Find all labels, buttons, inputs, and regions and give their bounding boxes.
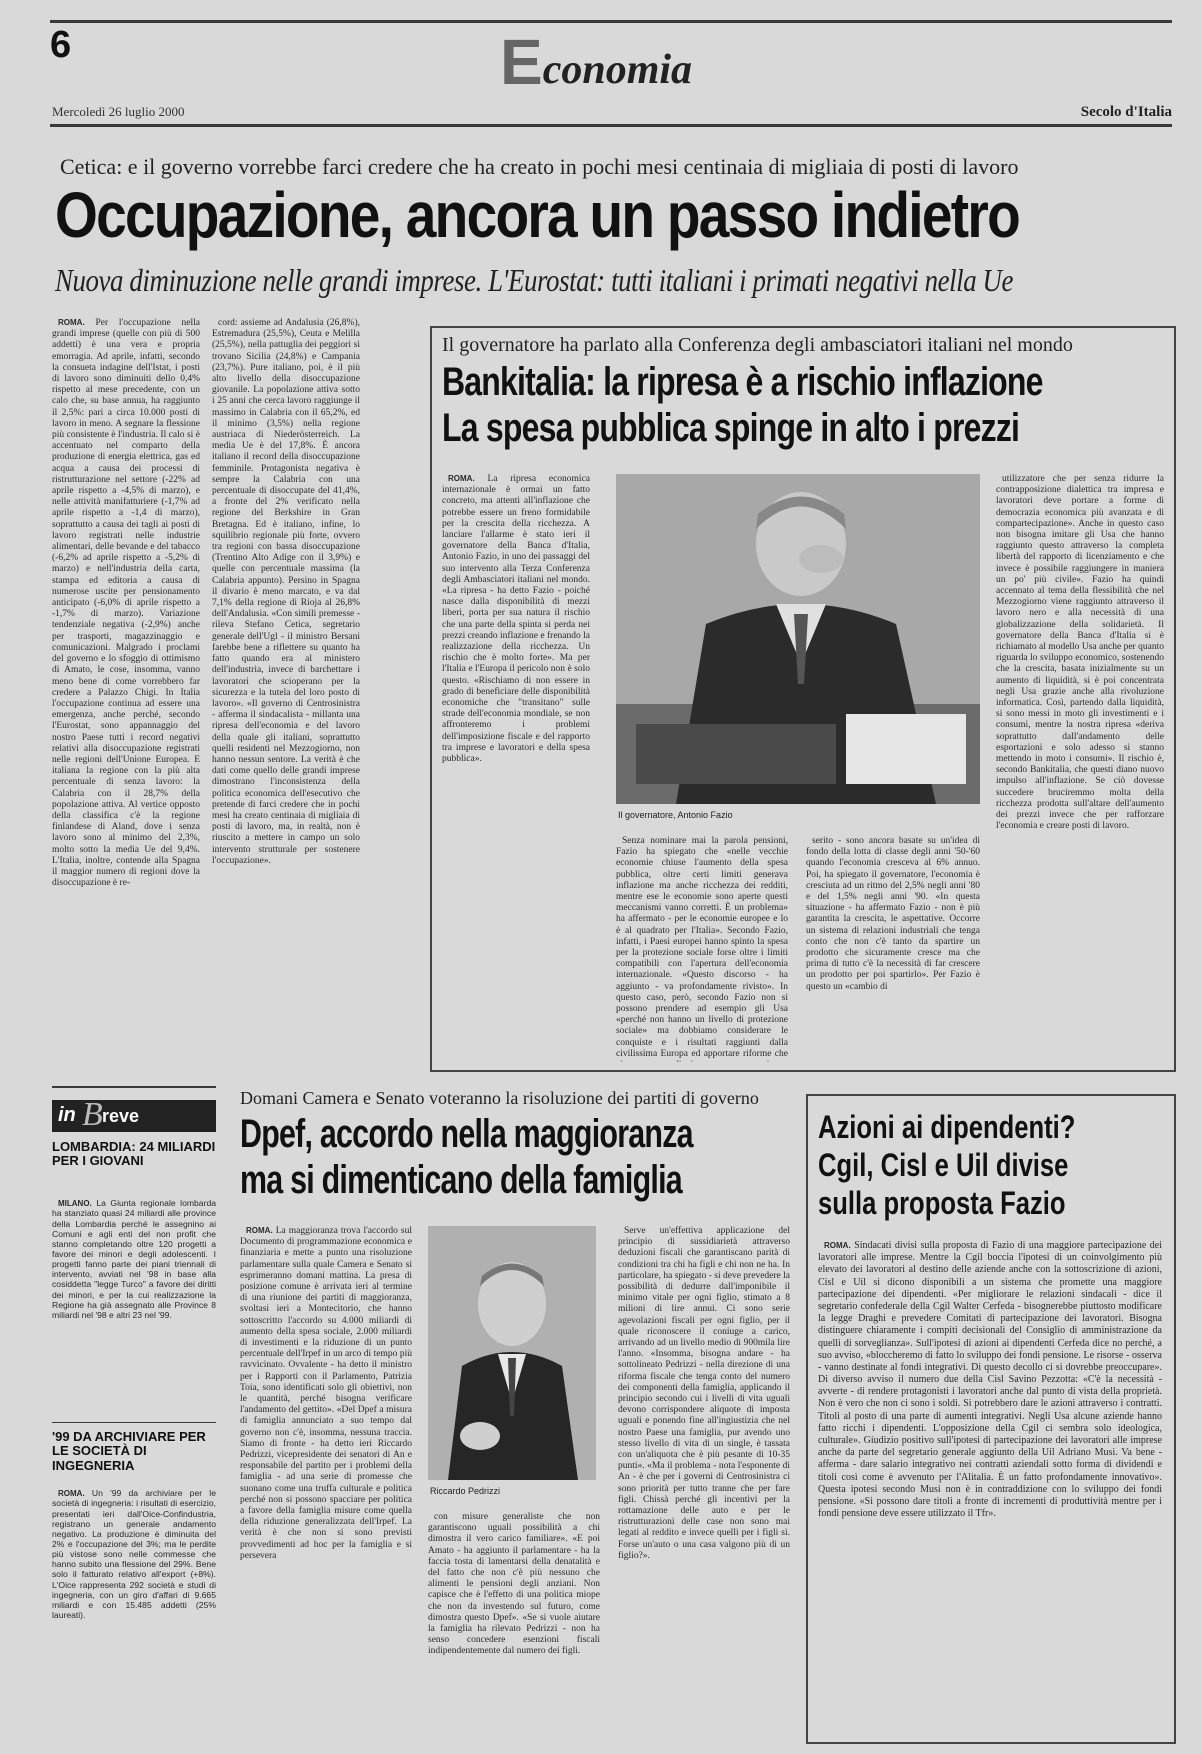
header-rule: [50, 124, 1172, 127]
azioni-headline-3: sulla proposta Fazio: [818, 1185, 1066, 1221]
bankitalia-col-left: [442, 474, 590, 1062]
dpef-headline-1: Dpef, accordo nella maggioranza: [240, 1112, 693, 1156]
dpef-headline-2: ma si dimenticano della famiglia: [240, 1158, 682, 1202]
issue-date: Mercoledì 26 luglio 2000: [52, 104, 185, 119]
breve-divider: [52, 1422, 216, 1423]
dpef-kicker: Domani Camera e Senato voteranno la risoluzione dei partiti di governo: [240, 1088, 759, 1108]
pedrizzi-photo-caption: Riccardo Pedrizzi: [430, 1486, 501, 1496]
section-title-initial: E: [500, 26, 543, 98]
bankitalia-headline-1: Bankitalia: la ripresa è a rischio inflazione: [442, 360, 1043, 404]
main-article-col-1-text: Per l'occupazione nella grandi imprese (quelle con più di 500 addetti) è una vera e propria emorragia. Ad aprile, infatti, secondo la consueta indagine dell'Istat, i posti di lavoro sono diminuiti dello 0,4% rispetto al mese precedente, con un calo che, su base annua, ha raggiunto il 2,5%: pari a circa 10.000 posti di lavoro in meno. A segnare la flessione più consistente è l'industria. Il calo si è accentuato nel comparto della produzione di energia elettrica, gas ed acqua a causa dei processi di ristrutturazione nel settore (-22% ad aprile rispetto a -4,5% di marzo), e nelle attività manifatturiere (-1,7% ad aprile rispetto a -1,4 di marzo), soprattutto a causa dei tagli ai posti di lavoro registrati nelle industrie alimentari, delle bevande e del tabacco (-6,2% ad aprile rispetto a -5,2% di marzo) e nell'industria della carta, stampa ed editoria a causa di numerose uscite per pensionamento anticipato (-6,0% di aprile rispetto a -1,7% di marzo). Variazione tendenziale negativa (-2,9%) anche per trasporti, magazzinaggio e comunicazioni. Malgrado i proclami del governo e lo sfoggio di ottimismo di Amato, le cose, insomma, vanno meno bene di come vorrebbero far credere a Palazzo Chigi. In Italia l'occupazione continua ad essere una emergenza, anche perché, secondo l'Eurostat, sono appannaggio del nostro Paese tutti i record negativi relativi alla disoccupazione registrati nelle regioni dell'Unione Europea. E italiana la regione con la più alta percentuale di senza lavoro: la Calabria con il 28,7% della popolazione attiva. Al vertice opposto della classifica c'è la regione finlandese di Aland, dove i senza lavoro sono al minimo del 2,3%, molto sotto la media Ue del 9,4%. L'Italia, inoltre, contende alla Spagna il maggior numero di regioni dove la disoccupazione è re-: [52, 318, 200, 889]
pedrizzi-photo-image: [428, 1226, 596, 1480]
fazio-photo-image: [616, 474, 980, 804]
dateline: ROMA.: [58, 1489, 85, 1498]
dpef-col-left-text: La maggioranza trova l'accordo sul Documento di programmazione economica e finanziaria e mette a punto una risoluzione parlamentare sulla quale Camera e Senato si esprimeranno domani mattina. La presa di posizione comune è arrivata ieri al termine di una riunione dei partiti di maggioranza, svoltasi ieri a Montecitorio, che hanno sottoscritto l'accordo su 4.000 miliardi di aumento della spesa sociale, 2.000 miliardi di investimenti e la riduzione di un punto percentuale dell'Irpef in un arco di tempo più ravvicinato. Ovvalente - ha detto il ministro per i Rapporti con il Parlamento, Patrizia Toia, sono identificati solo gli obiettivi, non le quantità, perché bisogna verificare l'andamento del gettito». «Del Dpef a misura di famiglia annunciato a suo tempo dal governo non c'è, insomma, nessuna traccia. Siamo di fronte - ha detto ieri Riccardo Pedrizzi, vicepresidente dei senatori di An e responsabile del partito per i problemi della famiglia - ad una serie di promesse che suonano come una truffa culturale e politica perché non si possono spacciare per politica a favore della famiglia misure come quella della riduzione generalizzata dell'Irpef. La verità è che non si sono previsti provvedimenti ad hoc per la famiglia e si persevera: [240, 1226, 412, 1561]
dpef-col-left: [240, 1226, 412, 1730]
azioni-body: [818, 1240, 1162, 1732]
bankitalia-col-mid2: [806, 836, 980, 1062]
masthead-name: Secolo d'Italia: [1080, 104, 1172, 120]
bankitalia-col-mid-text: Senza nominare mai la parola pensioni, Fazio ha spiegato che «nelle vecchie economie chiuse l'aumento della spesa pubblica, oltre certi limiti generava inflazione ma anche ricchezza dei redditi, mentre ese le economie sono aperte questi meccanismi vanno corretti. È un problema» ha affermato - per le economie europee e lo è al quadrato per l'Italia». Secondo Fazio, infatti, i Paesi europei hanno spinto la spesa per la protezione sociale forse oltre i limiti compatibili con l'apertura dell'economia internazionale. «Questo discorso - ha aggiunto - va profondamente rivisto». In questo caso, però, secondo Fazio non si possono prendere ad esempio gli Usa «perché non hanno un livello di protezione sociale» ma dobbiamo considerare le conquiste e i risultati raggiunti dalla civilissima Europa ed apportare riforme che: [616, 836, 788, 1059]
azioni-text: Sindacati divisi sulla proposta di Fazio di una maggiore partecipazione dei lavoratori alle imprese. Mentre la Cgil boccia l'ipotesi di un coinvolgimento più elevato dei lavoratori al destino delle aziende anche con la sottoscrizione di azioni, Cisl e Uil si dicono disponibili a un sistema che promette una maggiore partecipazione dei dipendenti. «Per migliorare le relazioni sindacali - dice il segretario confederale della Cgil Walter Cerfeda - bisognerebbe piuttosto modificare la legge Draghi e prevedere Comitati di partecipazione dei lavoratori. Bisogna distinguere chiaramente i compiti decisionali del Consiglio di amministrazione da quelli di sorveglianza». Sull'ipotesi di azioni ai dipendenti Cerfeda dice no perché, a suo avviso, «bloccheremo di fatto lo sviluppo dei fondi pensione. Le risorse - osserva - vanno destinate al fondi integrativi. Di questo decollo ci si dovrebbe preoccupare». Di diverso avviso il numero due della Cisl Savino Pezzotta: «C'è la necessità - avverte - di rendere protagonisti i lavoratori anche dal punto di vista della proprietà. Non è vero che non ci sono i soldi. Si potrebbero dare le azioni attraverso i contratti. Titoli al posto di una parte di aumenti integrativi. Negli Usa alcune aziende hanno fatto ricchi i dipendenti. L'opposizione della Cgil ci sembra solo ideologica, culturale». Giudizio positivo sull'ipotesi di partecipazione dei lavoratori alle imprese anche da parte del segretario generale aggiunto della Uil Adriano Musi. Va bene - afferma - dare salario integrativo nei contratti aziendali sotto forma di dividendi e titoli così come è avvenuto per l'Alitalia. È un fatto profondamente innovativo». Questa ipotesi secondo Musi non è in contraddizione con lo sviluppo dei fondi pensione. «Si possono dare titoli a fronte di incrementi di produttività mentre per i fondi pensione deve essere utilizzato il Tfr».: [818, 1240, 1162, 1520]
section-title-rest: conomia: [542, 47, 693, 93]
bankitalia-col-left-text: La ripresa economica internazionale è ormai un fatto concreto, ma attenti all'inflazione che potrebbe essere un freno formidabile per la crescita della ricchezza. A lanciare l'allarme è stato ieri il governatore della Banca d'Italia, Antonio Fazio, in uno dei passaggi del suo intervento alla Terza Conferenza degli Ambasciatori italiani nel mondo. «La ripresa - ha detto Fazio - poiché nasce dalla disponibilità di mezzi liberi, porta per sua natura il rischio che una parte della spinta si perda nei prezzi creando inflazione e frenando la realizzazione della ricchezza. Un rischio che è molto forte». Ma per l'Italia e l'Europa il pericolo non è solo questo. «Rischiamo di non essere in grado di beneficiare delle disponibilità economiche che "transitano" sulle strade dell'economia mondiale, se non affronteremo i problemi dell'imposizione fiscale e del rapporto tra imprese e lavoratori e della spesa pubblica».: [442, 474, 590, 765]
dateline: ROMA.: [246, 1226, 273, 1235]
azioni-headline-2: Cgil, Cisl e Uil divise: [818, 1147, 1069, 1183]
main-kicker: Cetica: e il governo vorrebbe farci credere che ha creato in pochi mesi centinaia di migliaia di posti di lavoro: [60, 154, 1019, 179]
in-breve-label: [52, 1096, 216, 1133]
bankitalia-col-right: [996, 474, 1164, 1062]
dpef-col-bottom: [428, 1512, 600, 1730]
bankitalia-col-right-text: utilizzatore che per senza ridurre la contrapposizione dialettica tra impresa e lavoratori deve portare a forme di democrazia economica più avanzata e di compartecipazione». Anche in questo caso non bisogna imitare gli Usa che hanno raggiunto questo attraverso la completa libertà del rapporto di licenziamento e che invece è possibile raggiungere in maniera un po' più civile». Fazio ha quindi accennato al tema della flessibilità che nel Mezzogiorno viene raggiunto attraverso il lavoro nero e alla necessità di una globalizzazione della solidarietà. Il governatore della Banca d'Italia si è richiamato al modello Usa anche per quanto riguarda lo sviluppo economico, sostenendo che la crescita, basata inizialmente su un aumento di liquidità, si è poi concentrata negli Usa grazie anche alla rivoluzione informatica. Così, partendo dalla liquidità, si sono messi in moto gli investimenti e i consumi, mentre la nostra ripresa «deriva soprattutto dall'andamento delle esportazioni e solo adesso si stanno mettendo in moto i consumi». Il rischio è, secondo Bankitalia, che questi diano nuovo impulso all'inflazione. Se ciò dovesse succedere bruciremmo molta della ricchezza prodotta sull'altare dell'aumento dei prezzi invece che per rafforzare l'economia e creare posti di lavoro.: [996, 474, 1164, 832]
in-breve-b: B: [82, 1096, 103, 1133]
main-subhead: Nuova diminuzione nelle grandi imprese. L'Eurostat: tutti italiani i primati negativi nella Ue: [55, 262, 1014, 298]
dpef-col-right: [618, 1226, 790, 1730]
dateline: ROMA.: [824, 1241, 851, 1250]
azioni-headline-1: Azioni ai dipendenti?: [818, 1109, 1076, 1145]
in-breve-rule: [52, 1086, 216, 1088]
fazio-photo-caption: Il governatore, Antonio Fazio: [618, 810, 733, 820]
breve-1-body: [52, 1198, 216, 1418]
in-breve-rest: reve: [102, 1106, 140, 1126]
section-title: [500, 26, 693, 98]
top-rule: [50, 20, 1172, 23]
breve-2-body: [52, 1488, 216, 1738]
azioni-headline: [818, 1108, 1170, 1222]
page-number: 6: [50, 24, 72, 66]
dateline: MILANO.: [58, 1199, 92, 1208]
dateline: ROMA.: [448, 474, 475, 483]
bankitalia-kicker: Il governatore ha parlato alla Conferenza degli ambasciatori italiani nel mondo: [442, 334, 1073, 356]
bankitalia-col-mid2-text: serito - sono ancora basate su un'idea di fondo della lotta di classe degli anni '50-'60 quando l'economia cresceva al 6% annuo. Poi, ha spiegato il governatore, l'economia è cresciuta ad un ritmo del 2,5% negli anni '80 e del 1,5% negli anni '90. «In questa situazione - ha affermato Fazio - non è più garantita la crescita, le aspettative. Occorre un sistema di relazioni industriali che tenga conto che non c'è tanto da spartire un prodotto che sicuramente cresce ma che prima di tutto c'è la necessità di far crescere un prodotto per poi spartirlo». Per Fazio è questo un «cambio di: [806, 836, 980, 992]
dateline: ROMA.: [58, 318, 85, 327]
main-article-col-2-text: cord: assieme ad Andalusia (26,8%), Estremadura (25,5%), Ceuta e Melilla (25,5%), nella pattuglia dei peggiori si trovano Sicilia (24,8%) e Campania (23,7%). Pure italiano, poi, è il più alto livello della disoccupazione giovanile. La popolazione attiva sotto i 25 anni che cerca lavoro raggiunge il massimo in Calabria con il 65,2%, ed il minimo (3,5%) nella regione austriaca di Niederösterreich. La media Ue è del 17,8%. È ancora italiano il record della disoccupazione femminile. Protagonista negativa è sempre la Calabria con una percentuale di disoccupate del 41,4%, a fronte del 2% verificato nella regione del Berkshire in Gran Bretagna. Ed è italiano, infine, lo squilibrio regionale più forte, ovvero tra regioni con bassa disoccupazione (Trentino Alto Adige con il 3,9%) e quelle con percentuale massima (la Calabria appunto). Persino in Spagna il divario è meno marcato, e va dal 7,1% della regione di Rioja al 26,8% dell'Andalusia. «Con simili premesse - rileva Stefano Cetica, segretario generale dell'Ugl - il ministro Bersani farebbe bene a riflettere su quanto ha fatto quando era al ministero dell'industria, invece di barchettare i lavoratori che scioperano per la sicurezza e la tutela del loro posto di lavoro». «Il governo di Centrosinistra - afferma il sindacalista - millanta una ripresa dell'economia e del lavoro della quale gli italiani, soprattutto quelli residenti nel Mezzogiorno, non hanno nessun sentore. La verità è che dati come quello delle grandi imprese dimostrano l'inconsistenza della politica economica dell'esecutivo che pretende di farci credere che in pochi mesi ha creato centinaia di migliaia di posti di lavoro, ma, in realtà, non è riuscito a mettere in campo un solo intervento strutturale per sostenere l'occupazione».: [212, 318, 360, 866]
dpef-col-bottom-text: con misure generaliste che non garantiscono uguali possibilità a chi dimostra il vero carico familiare». «E poi Amato - ha aggiunto il parlamentare - ha la faccia tosta di lamentarsi della denatalità e del fatto che non c'è più nessuno che alimenti le pensioni degli anziani. Non capisce che è l'effetto di una politica miope che non da investendo sul futuro, come dimostra questo Dpef». «Se si vuole aiutare la famiglia ha rilevato Pedrizzi - non ha senso concedere esenzioni fiscali indipendentemente dal numero dei figli.: [428, 1512, 600, 1657]
bankitalia-col-mid: [616, 836, 788, 1062]
in-breve-in: in: [58, 1104, 76, 1126]
pedrizzi-photo: [428, 1226, 596, 1480]
breve-2-title: '99 DA ARCHIVIARE PER LE SOCIETÀ DI INGEGNERIA: [52, 1429, 206, 1473]
dpef-col-right-text: Serve un'effettiva applicazione del principio di sussidiarietà attraverso deduzioni fiscali che garantiscano parità di condizioni tra chi ha figli e chi non ne ha. In particolare, ha spiegato - si deve prevedere la possibilità di dedurre dall'imponibile il minimo vitale per ogni figlio, stimato a 8 milioni di lire annui. Ci sono serie agevolazioni fiscali per ogni figlio, per il quale riconoscere il coniuge a carico, arrivando ad un livello medio di 900mila lire l'anno. «Insomma, bisogna andare - ha sottolineato Pedrizzi - nella direzione di una riforma fiscale che tenga conto del numero dei componenti della famiglia, applicando il principio secondo cui i livelli di vita uguali devono corrispondere aliquote di imposta uguali e ponendo fine all'ingiustizia che nel nostro Paese una famiglia, pur avendo uno stesso livello di vita di un single, è tassata con un'aliquota che è più pesante di 10-35 punti». «Ma il problema - nota l'esponente di An - è che per i governi di Centrosinistra ci sono priorità per tutto tranne che per fare figli. Chissà perché gli incentivi per la rottamazione delle auto e per le ristrutturazioni delle case non sono mai legati al reddito e invece quelli per i figli sì. Forse un'auto o una casa valgono più di un figlio?».: [618, 1226, 790, 1561]
breve-1-title: LOMBARDIA: 24 MILIARDI PER I GIOVANI: [52, 1139, 216, 1169]
breve-2-text: Un '99 da archiviare per le società di ingegneria: i risultati di esercizio, presentati ieri dall'Oice-Confindustria, registrano un generale andamento negativo. La produzione è diminuita del 2% e l'occupazione del 3%; ma le perdite più vistose sono nelle commesse che hanno subito una flessione del 29%. Bene solo il fatturato relativo all'export (+8%). L'Oice rappresenta 292 società e studi di ingegneria, con un giro d'affari di 9.665 miliardi e con 15.485 addetti (25% laureati).: [52, 1488, 216, 1620]
fazio-photo: [616, 474, 980, 804]
main-headline: Occupazione, ancora un passo indietro: [55, 179, 1019, 251]
bankitalia-headline-2: La spesa pubblica spinge in alto i prezzi: [442, 406, 1020, 450]
breve-1-text: La Giunta regionale lombarda ha stanziato quasi 24 miliardi alle province della Lombardia perché le assegnino ai Comuni e agli enti del non profit che stanno completando oltre 120 progetti a favore dei minori e degli adolescenti. I progetti fanno parte dei piani triennali di intervento, avviati nel '98 in base alla cosiddetta "legge Turco" a favore dei diritti dei minori, e per la cui realizzazione la Regione ha già assegnato alle Province 8 miliardi nel '98 e altri 23 nel '99.: [52, 1198, 216, 1320]
